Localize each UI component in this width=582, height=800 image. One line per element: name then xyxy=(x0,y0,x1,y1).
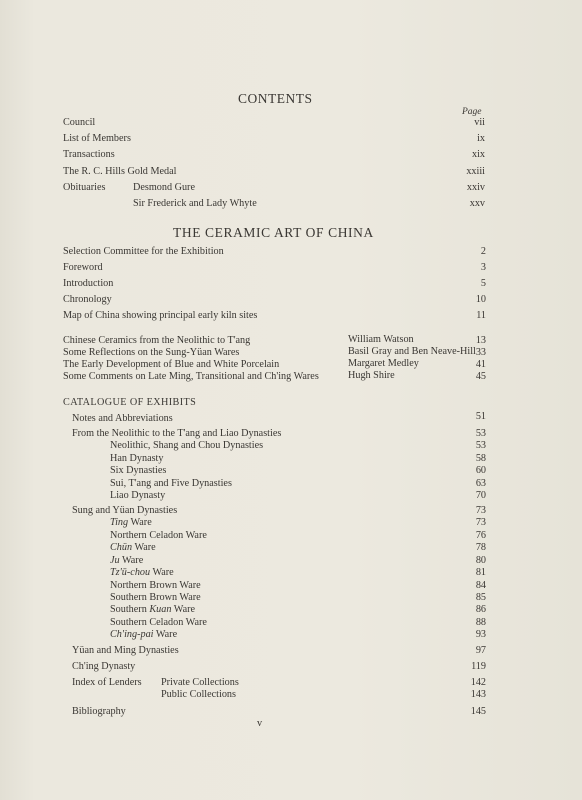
toc-page: 78 xyxy=(475,542,486,553)
ware-rest: Southern xyxy=(110,604,150,615)
toc-subentry: Desmond Gure xyxy=(133,182,195,193)
toc-entry: The R. C. Hills Gold Medal xyxy=(63,166,177,177)
toc-page: 41 xyxy=(475,359,486,370)
toc-page: 11 xyxy=(476,310,486,321)
ware-italic: Tz'ū-chou xyxy=(110,567,151,578)
toc-subentry: Han Dynasty xyxy=(110,453,164,464)
ware-rest: Ware xyxy=(153,629,178,640)
toc-page: 76 xyxy=(475,530,486,541)
essay-author: William Watson xyxy=(348,334,414,345)
toc-page: 88 xyxy=(475,617,486,628)
toc-page: vii xyxy=(474,117,485,128)
folio-number: v xyxy=(257,718,263,729)
catalogue-heading: CATALOGUE OF EXHIBITS xyxy=(63,397,197,408)
essay-title: Chinese Ceramics from the Neolithic to T'ang xyxy=(63,335,251,346)
ware-rest: Ware xyxy=(150,567,174,578)
toc-page: 70 xyxy=(475,490,486,501)
ware-italic: Ju xyxy=(110,555,120,566)
essay-title: The Early Development of Blue and White Porcelain xyxy=(63,359,280,370)
ware-italic: Ting xyxy=(110,517,129,528)
toc-page: xxv xyxy=(469,198,485,209)
toc-entry: Map of China showing principal early kiln sites xyxy=(63,310,258,321)
section-heading: THE CERAMIC ART OF CHINA xyxy=(173,225,374,240)
toc-subentry: Liao Dynasty xyxy=(110,490,166,501)
toc-page: 97 xyxy=(475,645,486,656)
toc-page: 80 xyxy=(475,555,486,566)
toc-page: xix xyxy=(471,149,485,160)
toc-page: 81 xyxy=(475,567,486,578)
toc-page: 142 xyxy=(470,677,486,688)
essay-title: Some Reflections on the Sung-Yüan Wares xyxy=(63,347,240,358)
toc-entry: Sung and Yüan Dynasties xyxy=(72,505,178,516)
toc-entry: Bibliography xyxy=(72,706,126,717)
essay-author: Hugh Shire xyxy=(348,370,395,381)
toc-subentry: Public Collections xyxy=(161,689,236,700)
contents-heading: CONTENTS xyxy=(238,91,313,106)
toc-subentry: Private Collections xyxy=(161,677,239,688)
ware-italic: Chün xyxy=(110,542,133,553)
toc-subentry: Neolithic, Shang and Chou Dynasties xyxy=(110,440,264,451)
toc-page: 33 xyxy=(475,347,486,358)
ware-item: Northern Brown Ware xyxy=(110,580,201,591)
ware-rest: Ware xyxy=(171,604,196,615)
toc-page: ix xyxy=(477,133,485,144)
toc-page: 5 xyxy=(480,278,486,289)
toc-entry: List of Members xyxy=(63,133,131,144)
toc-page: 93 xyxy=(475,629,486,640)
toc-entry: Chronology xyxy=(63,294,112,305)
toc-entry: Yüan and Ming Dynasties xyxy=(72,645,179,656)
toc-page: 60 xyxy=(475,465,486,476)
toc-page: 145 xyxy=(470,706,486,717)
ware-rest: Ware xyxy=(119,555,144,566)
toc-page: 84 xyxy=(475,580,486,591)
toc-subentry: Sui, T'ang and Five Dynasties xyxy=(110,478,232,489)
toc-page: 143 xyxy=(470,689,486,700)
page-column-label: Page xyxy=(462,107,482,117)
ware-item: Southern Brown Ware xyxy=(110,592,201,603)
ware-item xyxy=(110,604,195,616)
toc-entry: Notes and Abbreviations xyxy=(72,413,173,424)
toc-entry: From the Neolithic to the T'ang and Liao Dynasties xyxy=(72,428,282,439)
toc-page: xxiii xyxy=(466,166,485,177)
toc-entry: Introduction xyxy=(63,278,114,289)
toc-page: 45 xyxy=(475,371,486,382)
toc-entry: Obituaries xyxy=(63,182,106,193)
toc-page: 13 xyxy=(475,335,486,346)
essay-title: Some Comments on Late Ming, Transitional and Ch'ing Wares xyxy=(63,371,319,382)
essay-author: Basil Gray and Ben Neave-Hill xyxy=(348,346,476,357)
ware-item xyxy=(110,555,143,567)
toc-page: 119 xyxy=(471,661,486,672)
toc-page: 53 xyxy=(475,440,486,451)
toc-page: 2 xyxy=(480,246,486,257)
toc-entry: Transactions xyxy=(63,149,115,160)
ware-item xyxy=(110,629,177,641)
toc-page: 58 xyxy=(475,453,486,464)
toc-entry: Ch'ing Dynasty xyxy=(72,661,136,672)
toc-subentry: Sir Frederick and Lady Whyte xyxy=(133,198,257,209)
toc-page: xxiv xyxy=(466,182,485,193)
ware-item xyxy=(110,517,152,529)
ware-item: Southern Celadon Ware xyxy=(110,617,207,628)
ware-item xyxy=(110,567,174,579)
toc-page: 53 xyxy=(475,428,486,439)
toc-page: 85 xyxy=(475,592,486,603)
ware-rest: Ware xyxy=(128,517,152,528)
toc-page: 73 xyxy=(475,505,486,516)
toc-page: 86 xyxy=(475,604,486,615)
ware-italic: Ch'ing-pai xyxy=(110,629,154,640)
toc-page: 63 xyxy=(475,478,486,489)
ware-item: Northern Celadon Ware xyxy=(110,530,207,541)
toc-page: 3 xyxy=(480,262,486,273)
essay-author: Margaret Medley xyxy=(348,358,419,369)
toc-entry: Council xyxy=(63,117,96,128)
toc-entry: Selection Committee for the Exhibition xyxy=(63,246,224,257)
toc-page: 51 xyxy=(475,411,486,422)
toc-page: 73 xyxy=(475,517,486,528)
toc-entry: Foreword xyxy=(63,262,103,273)
ware-rest: Ware xyxy=(132,542,156,553)
ware-item xyxy=(110,542,156,554)
toc-entry: Index of Lenders xyxy=(72,677,142,688)
ware-italic: Kuan xyxy=(149,604,172,615)
toc-subentry: Six Dynasties xyxy=(110,465,167,476)
toc-page: 10 xyxy=(475,294,486,305)
